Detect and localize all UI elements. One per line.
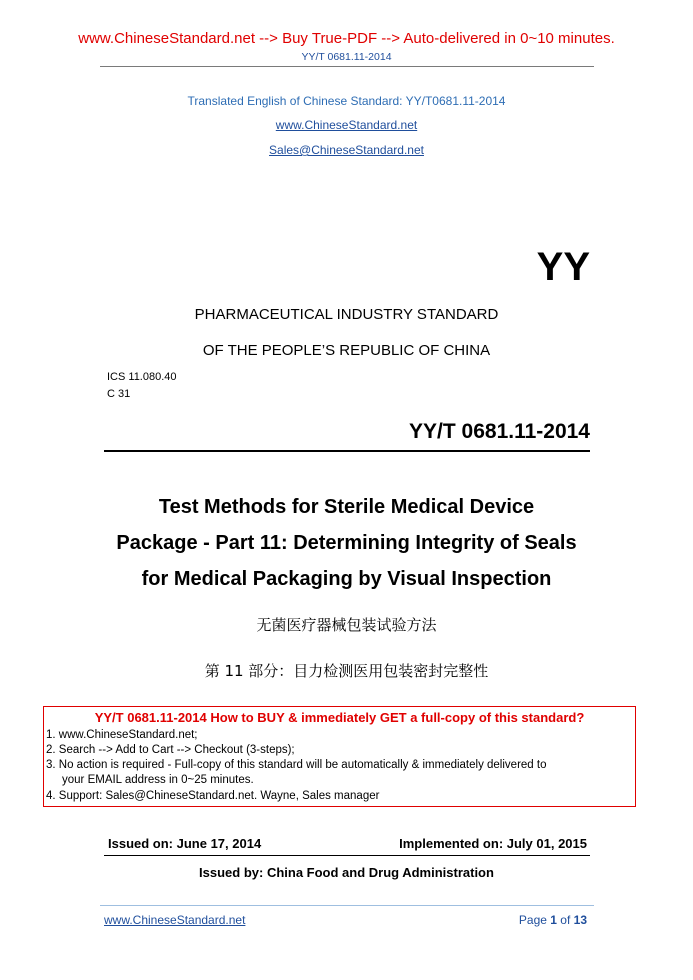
email-link[interactable]: Sales@ChineseStandard.net	[269, 143, 424, 157]
buy-step-3: 3. No action is required - Full-copy of this standard will be automatically & immediately delivered to	[46, 759, 547, 771]
industry-line-1: PHARMACEUTICAL INDUSTRY STANDARD	[194, 306, 499, 323]
buy-step-4: 4. Support: Sales@ChineseStandard.net. Wayne, Sales manager	[46, 790, 380, 802]
chinese-title-line-1: 无菌医疗器械包装试验方法	[256, 616, 437, 634]
title-line-1: Test Methods for Sterile Medical Device	[158, 496, 535, 518]
footer-divider	[100, 905, 594, 906]
website-link[interactable]: www.ChineseStandard.net	[275, 118, 418, 132]
issue-divider	[104, 855, 590, 856]
standard-number: YY/T 0681.11-2014	[409, 420, 590, 443]
page-prefix: Page	[518, 913, 551, 927]
header-doc-code: YY/T 0681.11-2014	[301, 51, 392, 63]
footer-website-link[interactable]: www.ChineseStandard.net	[104, 913, 246, 927]
footer-website-line	[104, 913, 245, 927]
ics-code: ICS 11.080.40	[107, 371, 177, 383]
implemented-date: Implemented on: July 01, 2015	[399, 836, 587, 851]
page-current: 1	[550, 913, 557, 927]
buy-instructions-box	[43, 706, 636, 807]
top-banner[interactable]: www.ChineseStandard.net --> Buy True-PDF --> Auto-delivered in 0~10 minutes.	[78, 30, 615, 47]
buy-step-3-continued: your EMAIL address in 0~25 minutes.	[62, 774, 254, 786]
translation-notice: Translated English of Chinese Standard: YY/T0681.11-2014	[187, 94, 506, 108]
industry-line-2: OF THE PEOPLE’S REPUBLIC OF CHINA	[202, 342, 491, 359]
website-line	[0, 118, 693, 132]
header-divider	[100, 66, 594, 67]
page-of: of	[556, 913, 574, 927]
issued-date: Issued on: June 17, 2014	[108, 836, 262, 851]
page-total: 13	[573, 913, 587, 927]
buy-step-2: 2. Search --> Add to Cart --> Checkout (3-steps);	[46, 744, 295, 756]
buy-step-1: 1. www.ChineseStandard.net;	[46, 729, 198, 741]
standard-mark: YY	[536, 245, 590, 289]
buy-box-title: YY/T 0681.11-2014 How to BUY & immediately GET a full-copy of this standard?	[94, 710, 585, 725]
title-line-2: Package - Part 11: Determining Integrity of Seals	[116, 532, 577, 554]
title-line-3: for Medical Packaging by Visual Inspection	[141, 568, 552, 590]
ccs-code: C 31	[107, 388, 131, 400]
title-divider	[104, 450, 590, 452]
page-indicator	[440, 913, 587, 927]
email-line	[0, 143, 693, 157]
chinese-title-line-2: 第 11 部分：目力检测医用包装密封完整性	[204, 662, 489, 680]
issuing-authority: Issued by: China Food and Drug Administration	[199, 865, 494, 880]
